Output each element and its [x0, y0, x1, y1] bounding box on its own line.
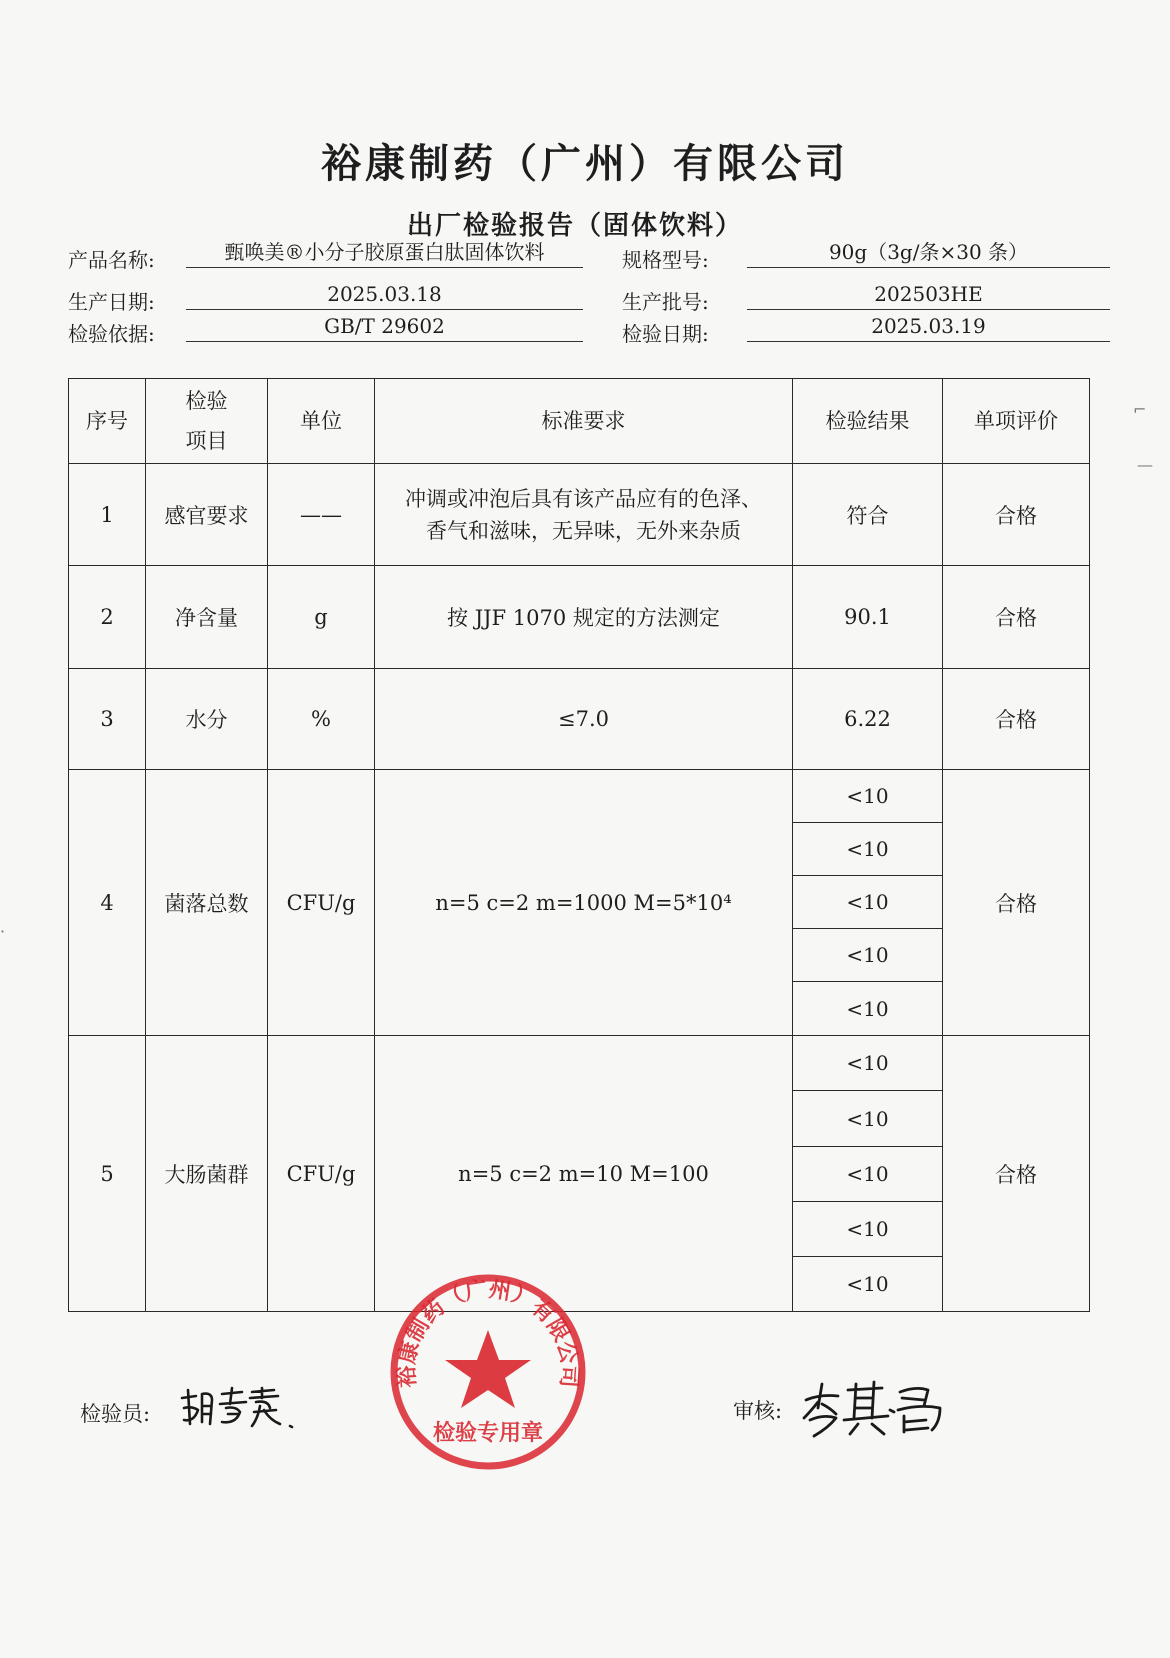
result-sample: <10 — [793, 1201, 943, 1256]
row-result: 符合 — [793, 464, 943, 566]
inspector-label: 检验员: — [80, 1402, 151, 1426]
inspection-stamp-seal — [388, 1272, 588, 1472]
inspection-table — [68, 378, 1090, 1312]
result-sample: <10 — [793, 822, 943, 875]
row-no: 3 — [69, 668, 146, 769]
header-no: 序号 — [69, 379, 146, 464]
row-unit: g — [268, 566, 375, 668]
row-standard: n=5 c=2 m=1000 M=5*10⁴ — [375, 769, 793, 1036]
header-unit: 单位 — [268, 379, 375, 464]
result-sample: <10 — [793, 1146, 943, 1201]
row-item: 净含量 — [146, 566, 268, 668]
row-standard: n=5 c=2 m=10 M=100 — [375, 1036, 793, 1312]
row-item: 感官要求 — [146, 464, 268, 566]
stamp-bottom-text: 检验专用章 — [432, 1420, 544, 1445]
spec-value: 90g（3g/条×30 条） — [747, 240, 1110, 268]
row-result: 90.1 — [793, 566, 943, 668]
reviewer-signature — [800, 1378, 950, 1440]
spec-label: 规格型号: — [622, 248, 709, 272]
header-item — [146, 379, 268, 464]
prod-date-label: 生产日期: — [68, 290, 155, 314]
report-title: 出厂检验报告（固体饮料） — [406, 211, 743, 241]
row-standard: 按 JJF 1070 规定的方法测定 — [375, 566, 793, 668]
reviewer-label: 审核: — [733, 1399, 783, 1423]
header-standard: 标准要求 — [375, 379, 793, 464]
result-sample: <10 — [793, 1091, 943, 1146]
basis-label: 检验依据: — [68, 322, 155, 346]
test-date-value: 2025.03.19 — [747, 314, 1110, 342]
row-unit: % — [268, 668, 375, 769]
header-item-line2: 项目 — [185, 429, 228, 454]
header-item-line1: 检验 — [185, 389, 228, 414]
row-item: 水分 — [146, 668, 268, 769]
inspector-signature — [176, 1384, 301, 1432]
test-date-label: 检验日期: — [622, 322, 709, 346]
table-row — [69, 668, 1090, 769]
row-verdict: 合格 — [943, 769, 1090, 1036]
standard-line1: 冲调或冲泡后具有该产品应有的色泽、 — [405, 486, 762, 511]
batch-label: 生产批号: — [622, 290, 709, 314]
row-item: 菌落总数 — [146, 769, 268, 1036]
basis-value: GB/T 29602 — [186, 314, 583, 342]
result-sample: <10 — [793, 929, 943, 982]
stamp-ring-text: 裕康制药（广州）有限公司 — [393, 1276, 583, 1389]
row-no: 5 — [69, 1036, 146, 1312]
row-verdict: 合格 — [943, 464, 1090, 566]
product-name-label: 产品名称: — [68, 248, 155, 272]
row-unit: CFU/g — [268, 1036, 375, 1312]
star-icon — [445, 1330, 531, 1408]
row-verdict: 合格 — [943, 566, 1090, 668]
result-sample: <10 — [793, 876, 943, 929]
row-no: 1 — [69, 464, 146, 566]
row-no: 2 — [69, 566, 146, 668]
result-sample: <10 — [793, 1036, 943, 1091]
row-standard: ≤7.0 — [375, 668, 793, 769]
result-sample: <10 — [793, 1256, 943, 1311]
prod-date-value: 2025.03.18 — [186, 282, 583, 310]
row-unit: —— — [268, 464, 375, 566]
row-standard — [375, 464, 793, 566]
table-row — [69, 566, 1090, 668]
margin-mark-right: — — [1137, 455, 1153, 474]
table-row — [69, 464, 1090, 566]
product-name-value: 甄唤美®小分子胶原蛋白肽固体饮料 — [186, 240, 583, 268]
table-row — [69, 1036, 1090, 1091]
row-verdict: 合格 — [943, 668, 1090, 769]
row-no: 4 — [69, 769, 146, 1036]
table-row — [69, 769, 1090, 822]
batch-value: 202503HE — [747, 282, 1110, 310]
result-sample: <10 — [793, 769, 943, 822]
row-unit: CFU/g — [268, 769, 375, 1036]
standard-line2: 香气和滋味，无异味，无外来杂质 — [426, 518, 741, 543]
header-result: 检验结果 — [793, 379, 943, 464]
company-title: 裕康制药（广州）有限公司 — [321, 140, 849, 187]
row-result: 6.22 — [793, 668, 943, 769]
margin-mark-right: ⌐ — [1133, 400, 1147, 419]
row-verdict: 合格 — [943, 1036, 1090, 1312]
row-item: 大肠菌群 — [146, 1036, 268, 1312]
margin-mark-left: · — [0, 922, 6, 941]
header-verdict: 单项评价 — [943, 379, 1090, 464]
table-header-row — [69, 379, 1090, 464]
result-sample: <10 — [793, 982, 943, 1036]
